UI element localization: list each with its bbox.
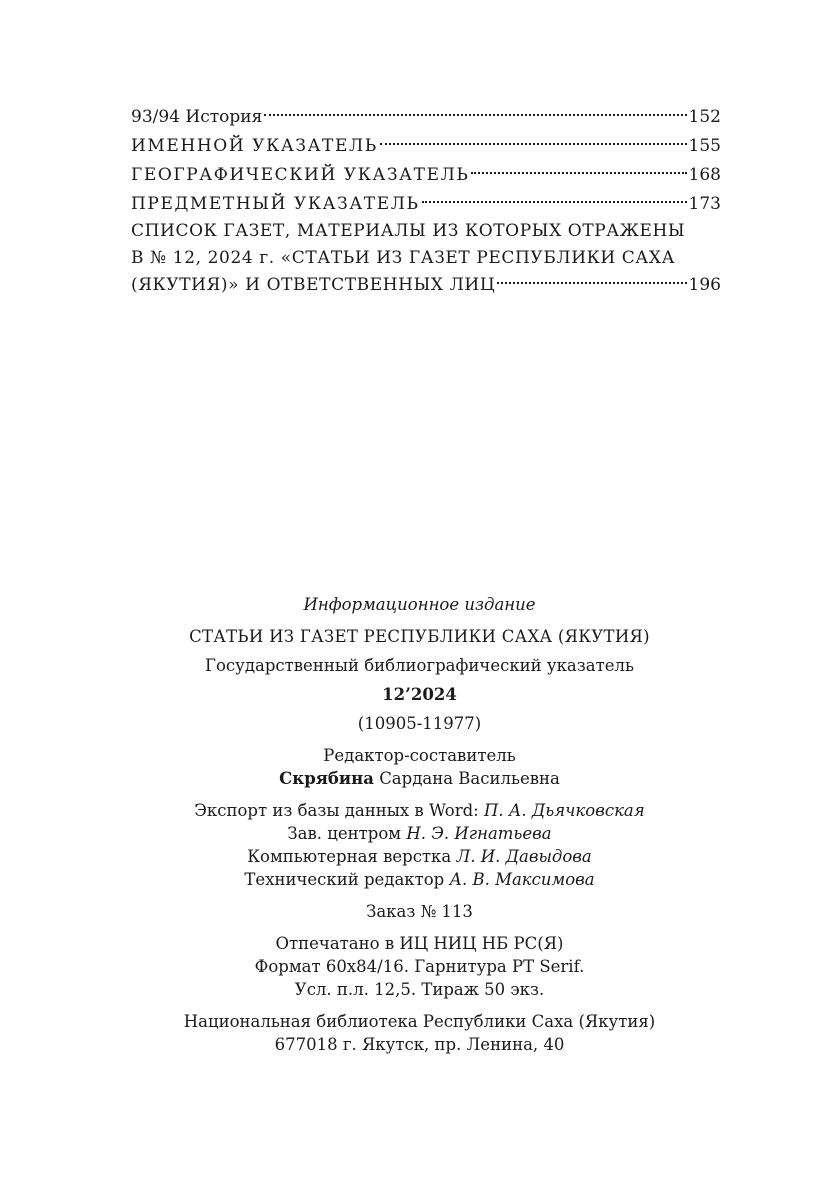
publisher-name: Национальная библиотека Республики Саха (Якутия) (183, 1012, 656, 1031)
record-range: (10905-11977) (357, 714, 482, 733)
imprint-block (0, 593, 839, 1056)
publication-title: СТАТЬИ ИЗ ГАЗЕТ РЕСПУБЛИКИ САХА (ЯКУТИЯ) (189, 627, 650, 646)
credit-line (0, 799, 839, 822)
toc-entry-label-line: В № 12, 2024 г. «СТАТЬИ ИЗ ГАЗЕТ РЕСПУБЛИКИ САХА (131, 248, 676, 268)
toc-entry-label-line: СПИСОК ГАЗЕТ, МАТЕРИАЛЫ ИЗ КОТОРЫХ ОТРАЖЕНЫ (131, 221, 686, 241)
toc-dot-leader (422, 201, 687, 203)
toc-entry-page: 196 (688, 275, 721, 295)
credit-role: Компьютерная верстка (247, 847, 452, 866)
toc-entry-geographic-index[interactable] (131, 161, 721, 190)
credit-role: Зав. центром (287, 824, 402, 843)
credit-person: А. В. Максимова (449, 870, 595, 889)
toc-entry-page: 173 (688, 194, 721, 214)
printed-at: Отпечатано в ИЦ НИЦ НБ РС(Я) (275, 934, 564, 953)
table-of-contents (131, 103, 721, 299)
toc-entry-name-index[interactable] (131, 132, 721, 161)
toc-entry-page: 155 (688, 136, 721, 156)
editor-name: Сардана Васильевна (379, 769, 560, 788)
credit-line (0, 845, 839, 868)
order-number: Заказ № 113 (366, 902, 473, 921)
editor-full-name (0, 767, 839, 790)
credit-role: Технический редактор (244, 870, 445, 889)
credit-person: П. А. Дьячковская (483, 801, 645, 820)
credit-person: Н. Э. Игнатьева (406, 824, 552, 843)
toc-entry-newspapers-list[interactable] (131, 218, 721, 299)
issue-number: 12’2024 (382, 685, 457, 704)
toc-entry-page: 152 (688, 107, 721, 127)
editor-role: Редактор-составитель (323, 746, 516, 765)
credit-person: Л. И. Давыдова (456, 847, 592, 866)
credit-line (0, 868, 839, 891)
toc-dot-leader (497, 282, 686, 284)
editor-surname: Скрябина (279, 769, 374, 788)
toc-entry-history[interactable] (131, 103, 721, 132)
publisher-address: 677018 г. Якутск, пр. Ленина, 40 (274, 1035, 565, 1054)
toc-dot-leader (471, 172, 686, 174)
credit-role: Экспорт из базы данных в Word: (194, 801, 479, 820)
toc-entry-label: ПРЕДМЕТНЫЙ УКАЗАТЕЛЬ (131, 194, 420, 214)
toc-entry-page: 168 (688, 165, 721, 185)
toc-entry-label-line: (ЯКУТИЯ)» И ОТВЕТСТВЕННЫХ ЛИЦ (131, 275, 496, 295)
print-run: Усл. п.л. 12,5. Тираж 50 экз. (294, 980, 545, 999)
publication-subtitle: Государственный библиографический указатель (205, 656, 634, 675)
print-format: Формат 60х84/16. Гарнитура PT Serif. (254, 957, 585, 976)
toc-dot-leader (380, 143, 687, 145)
toc-entry-subject-index[interactable] (131, 190, 721, 219)
toc-entry-label: ИМЕННОЙ УКАЗАТЕЛЬ (131, 136, 378, 156)
credit-line (0, 822, 839, 845)
toc-entry-label: 93/94 История (131, 107, 263, 127)
edition-type: Информационное издание (303, 595, 536, 614)
toc-entry-label: ГЕОГРАФИЧЕСКИЙ УКАЗАТЕЛЬ (131, 165, 470, 185)
toc-dot-leader (264, 114, 686, 116)
